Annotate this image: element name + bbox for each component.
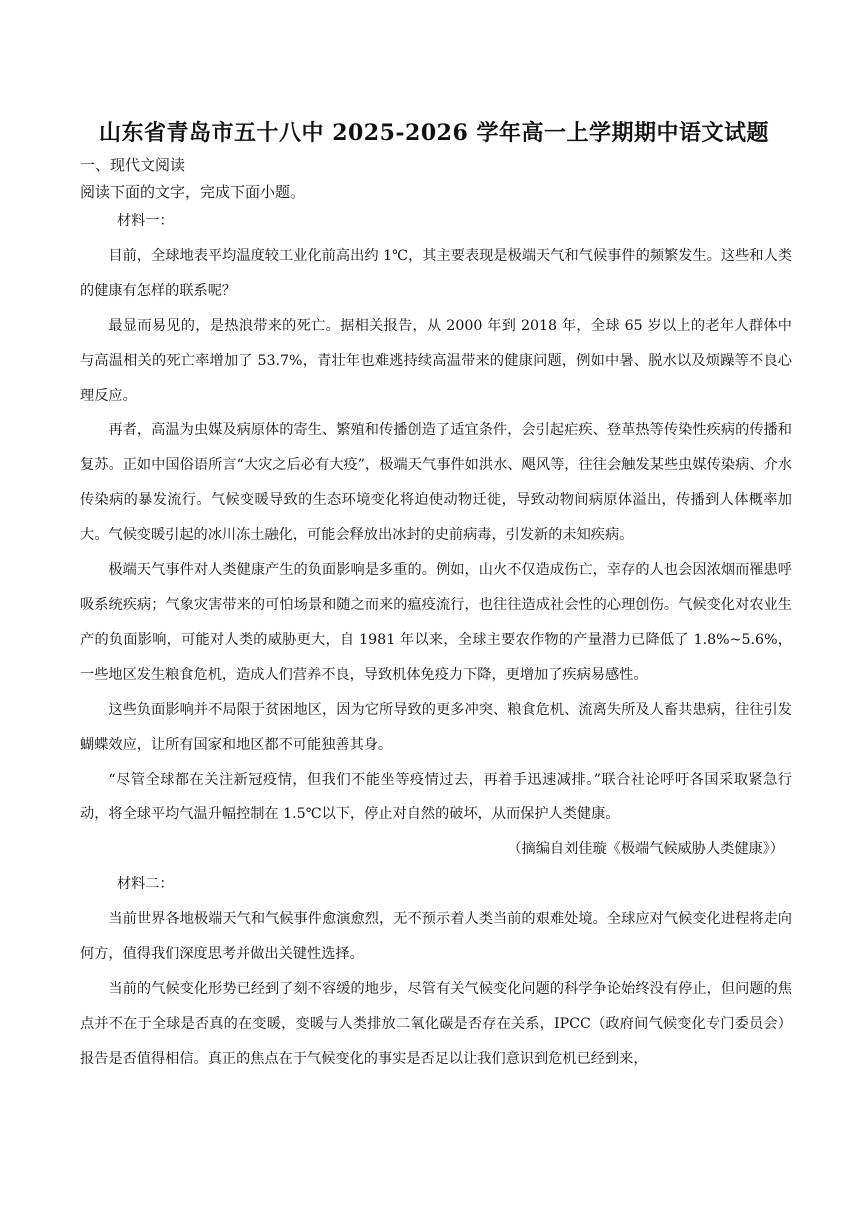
passage-paragraph: 当前世界各地极端天气和气候事件愈演愈烈，无不预示着人类当前的艰难处境。全球应对气候变化进程将走向何方，值得我们深度思考并做出关键性选择。 [80,911,792,963]
source-citation: （摘编自刘佳璇《极端气候威胁人类健康》） [507,841,784,858]
material-label: 材料一： [116,213,174,229]
passage-paragraph: 这些负面影响并不局限于贫困地区，因为它所导致的更多冲突、粮食危机、流离失所及人畜共患病，往往引发蝴蝶效应，让所有国家和地区都不可能独善其身。 [80,701,792,753]
passage-paragraph: 再者，高温为虫媒及病原体的寄生、繁殖和传播创造了适宜条件，会引起疟疾、登革热等传染性疾病的传播和复苏。正如中国俗语所言“大灾之后必有大疫”，极端天气事件如洪水、飓风等，往往会触发某些虫媒传染病、介水传染病的暴发流行。气候变暖导致的生态环境变化将迫使动物迁徙，导致动物间病原体溢出，传播到人体概率加大。气候变暖引起的冰川冻土融化，可能会释放出冰封的史前病毒，引发新的未知疾病。 [80,422,792,544]
passage-paragraph: “尽管全球都在关注新冠疫情，但我们不能坐等疫情过去，再着手迅速减排。”联合社论呼吁各国采取紧急行动，将全球平均气温升幅控制在 1.5℃以下，停止对自然的破坏，从而保护人类健康。 [80,771,792,823]
passage-paragraph: 最显而易见的，是热浪带来的死亡。据相关报告，从 2000 年到 2018 年，全球 65 岁以上的老年人群体中与高温相关的死亡率增加了 53.7%，青壮年也难逃持续高温带来的健康问题，例如中暑、脱水以及烦躁等不良心理反应。 [80,317,792,404]
passage-paragraph: 极端天气事件对人类健康产生的负面影响是多重的。例如，山火不仅造成伤亡，幸存的人也会因浓烟而罹患呼吸系统疾病；气象灾害带来的可怕场景和随之而来的瘟疫流行，也往往造成社会性的心理创伤。气候变化对农业生产的负面影响，可能对人类的威胁更大，自 1981 年以来，全球主要农作物的产量潜力已降低了 1.8%~5.6%，一些地区发生粮食危机，造成人们营养不良，导致机体免疫力下降，更增加了疾病易感性。 [80,562,792,683]
passage-paragraph: 当前的气候变化形势已经到了刻不容缓的地步，尽管有关气候变化问题的科学争论始终没有停止，但问题的焦点并不在于全球是否真的在变暖，变暖与人类排放二氧化碳是否存在关系，IPCC（政府间气候变化专门委员会）报告是否值得相信。真正的焦点在于气候变化的事实是否足以让我们意识到危机已经到来， [80,980,792,1067]
page-title: 山东省青岛市五十八中 2025-2026 学年高一上学期期中语文试题 [99,120,769,146]
section-heading: 一、现代文阅读 [80,156,186,174]
material-label: 材料二： [116,876,174,893]
reading-instruction: 阅读下面的文字，完成下面小题。 [80,183,306,201]
passage-paragraph: 目前，全球地表平均温度较工业化前高出约 1℃，其主要表现是极端天气和气候事件的频繁发生。这些和人类的健康有怎样的联系呢？ [80,247,792,299]
reading-passage [80,204,792,1077]
